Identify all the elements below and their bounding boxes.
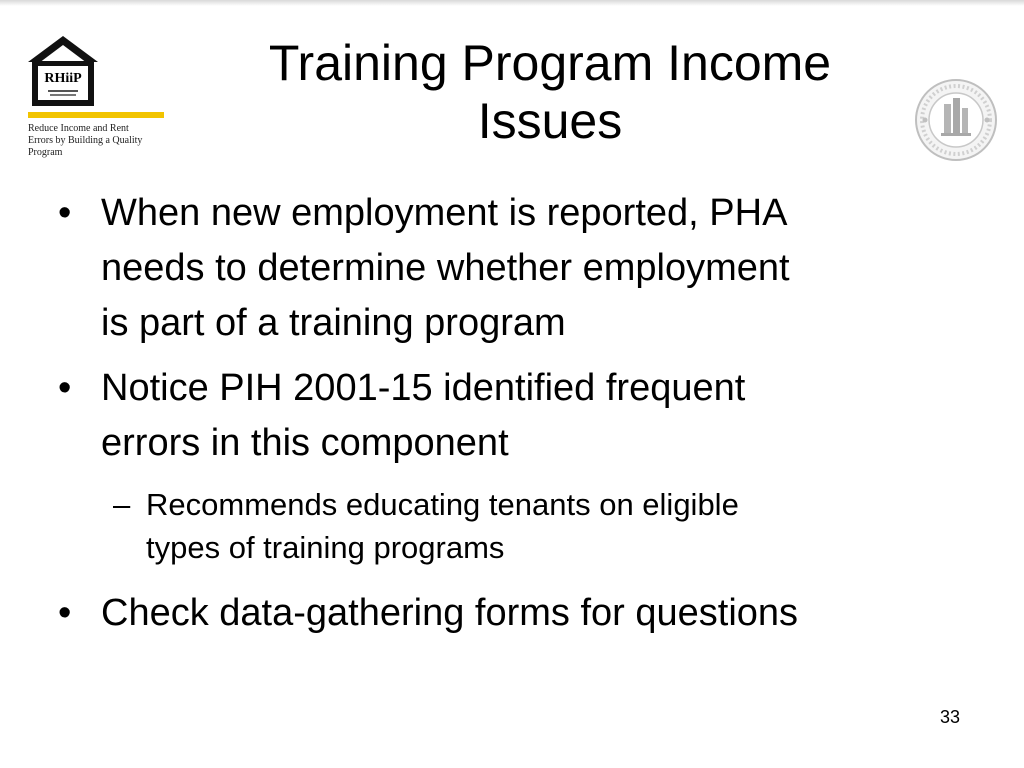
hud-seal-icon [914, 78, 998, 162]
bullet-text [101, 186, 951, 351]
top-shade [0, 0, 1024, 6]
logo-tagline-line: Reduce Income and Rent [28, 123, 129, 134]
page-title: Training Program Income Issues [268, 35, 832, 149]
sub-bullet-line: types of training programs [146, 530, 505, 565]
rhiip-logo [24, 32, 174, 167]
bullet-line: is part of a training program [101, 302, 566, 344]
logo-tagline-line: Program [28, 147, 63, 158]
bullet-line: errors in this component [101, 422, 509, 464]
bullet-marker: • [58, 592, 72, 634]
logo-tagline [28, 123, 178, 159]
logo-mark-text: RHiiP [44, 71, 82, 86]
page-number: 33 [939, 707, 961, 727]
bullet-marker: • [58, 192, 72, 234]
sub-bullet-text [146, 483, 946, 569]
bullet-line: Notice PIH 2001-15 identified frequent [101, 367, 746, 409]
sub-bullet-line: Recommends educating tenants on eligible [146, 487, 739, 522]
logo-accent-bar [28, 112, 164, 118]
logo-tagline-line: Errors by Building a Quality [28, 135, 143, 146]
bullet-text [101, 361, 951, 471]
bullet-line: When new employment is reported, PHA [101, 192, 788, 234]
bullet-text [101, 586, 951, 641]
bullet-line: Check data-gathering forms for questions [101, 592, 799, 634]
bullet-line: needs to determine whether employment [101, 247, 790, 289]
bullet-marker: • [58, 367, 72, 409]
sub-bullet-marker: – [113, 487, 131, 522]
